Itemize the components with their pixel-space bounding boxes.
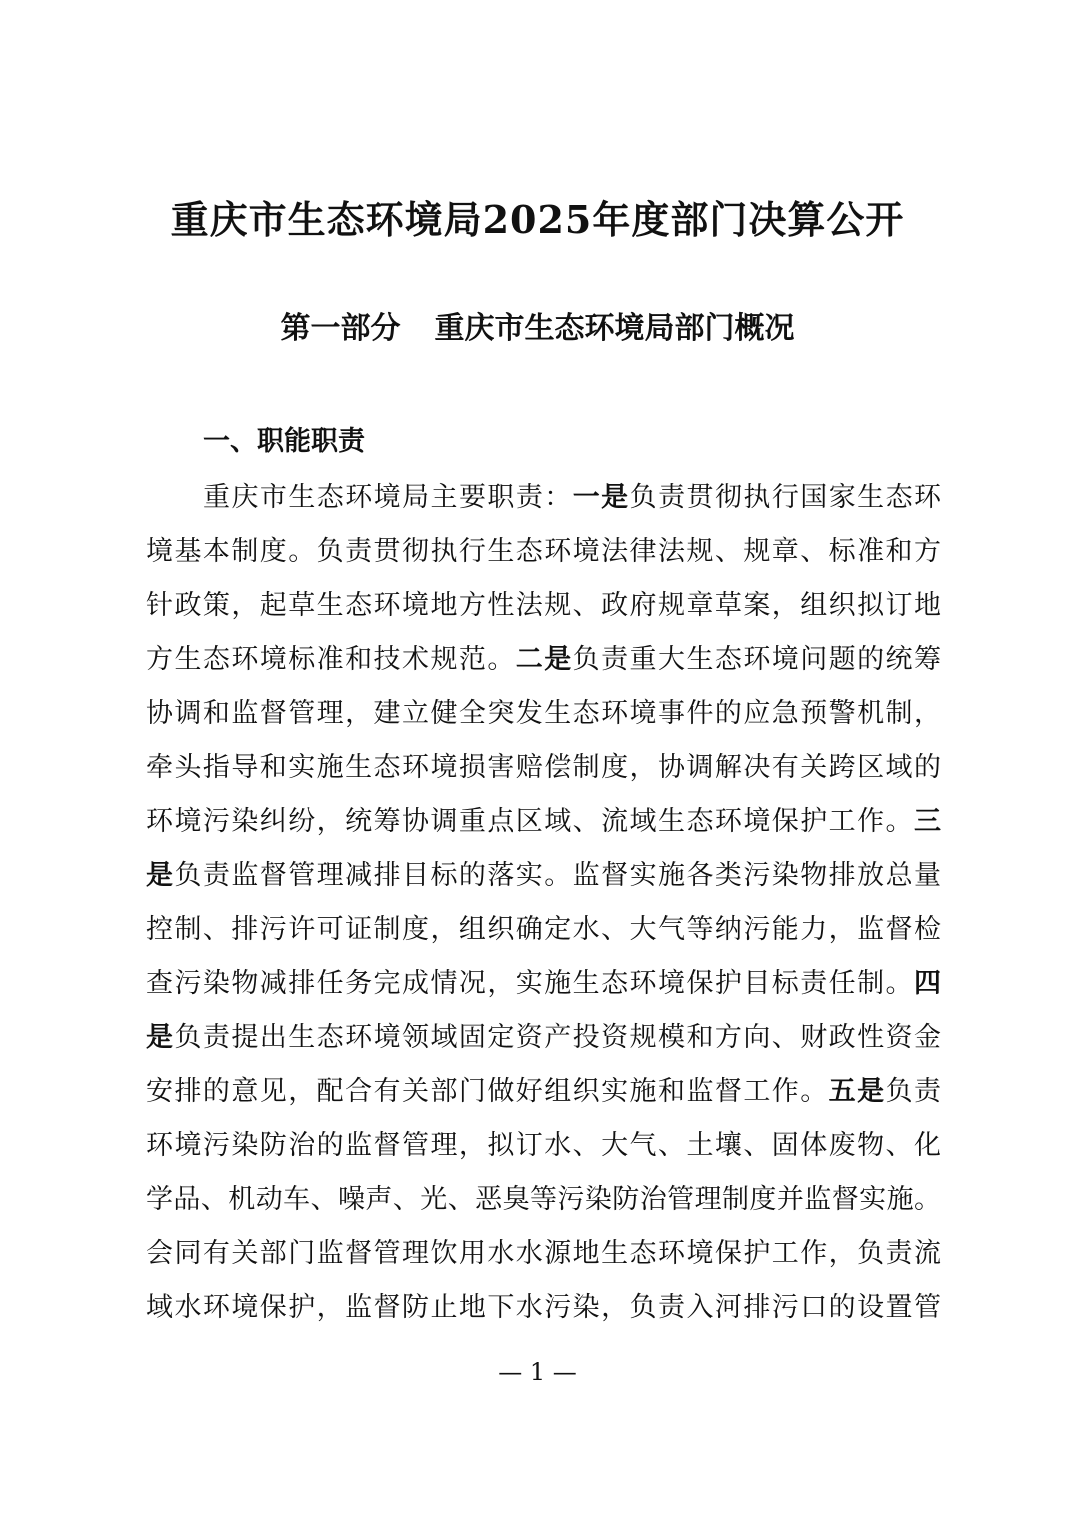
emphasis-text: 是 bbox=[146, 1022, 175, 1053]
paragraph-line bbox=[146, 795, 941, 849]
page-number: — 1 — bbox=[498, 1358, 577, 1386]
paragraph-line bbox=[146, 1173, 941, 1227]
paragraph-line bbox=[146, 849, 941, 903]
line-text: 会同有关部门监督管理饮用水水源地生态环境保护工作，负责流 bbox=[146, 1238, 941, 1269]
paragraph-line bbox=[146, 1065, 941, 1119]
paragraph-line bbox=[146, 741, 941, 795]
line-text: 协调和监督管理，建立健全突发生态环境事件的应急预警机制， bbox=[146, 698, 941, 729]
line-text: 查污染物减排任务完成情况，实施生态环境保护目标责任制。 bbox=[146, 968, 914, 999]
line-text: 负责重大生态环境问题的统筹 bbox=[572, 644, 942, 675]
line-text: 重庆市生态环境局主要职责： bbox=[203, 482, 573, 513]
emphasis-text: 三 bbox=[914, 806, 941, 837]
paragraph-line bbox=[146, 1011, 941, 1065]
paragraph-line bbox=[146, 1281, 941, 1335]
line-text: 负责 bbox=[885, 1076, 942, 1107]
paragraph-line bbox=[146, 579, 941, 633]
paragraph-line bbox=[146, 957, 941, 1011]
paragraph-line bbox=[146, 633, 941, 687]
emphasis-text: 二是 bbox=[515, 644, 573, 675]
paragraph-line bbox=[146, 687, 941, 741]
paragraph-line bbox=[146, 903, 941, 957]
line-text: 学品、机动车、噪声、光、恶臭等污染防治管理制度并监督实施。 bbox=[146, 1184, 941, 1215]
emphasis-text: 四 bbox=[914, 968, 941, 999]
emphasis-text: 是 bbox=[146, 860, 175, 891]
line-text: 针政策，起草生态环境地方性法规、政府规章草案，组织拟订地 bbox=[146, 590, 941, 621]
line-text: 环境污染防治的监督管理，拟订水、大气、土壤、固体废物、化 bbox=[146, 1130, 941, 1161]
paragraph-line bbox=[146, 1227, 941, 1281]
paragraph-line bbox=[146, 525, 941, 579]
line-text: 负责提出生态环境领域固定资产投资规模和方向、财政性资金 bbox=[174, 1022, 942, 1053]
line-text: 控制、排污许可证制度，组织确定水、大气等纳污能力，监督检 bbox=[146, 914, 941, 945]
line-text: 方生态环境标准和技术规范。 bbox=[146, 644, 516, 675]
emphasis-text: 一是 bbox=[572, 482, 630, 513]
line-text: 牵头指导和实施生态环境损害赔偿制度，协调解决有关跨区域的 bbox=[146, 752, 941, 783]
line-text: 负责监督管理减排目标的落实。监督实施各类污染物排放总量 bbox=[174, 860, 942, 891]
section-heading: 一、职能职责 bbox=[203, 426, 365, 457]
part-name: 重庆市生态环境局部门概况 bbox=[434, 311, 795, 346]
document-title: 重庆市生态环境局2025年度部门决算公开 bbox=[170, 197, 905, 242]
line-text: 境基本制度。负责贯彻执行生态环境法律法规、规章、标准和方 bbox=[146, 536, 941, 567]
part-label: 第一部分 bbox=[280, 311, 401, 346]
emphasis-text: 五是 bbox=[828, 1076, 886, 1107]
line-text: 环境污染纠纷，统筹协调重点区域、流域生态环境保护工作。 bbox=[146, 806, 914, 837]
paragraph-line bbox=[146, 471, 941, 525]
line-text: 域水环境保护，监督防止地下水污染，负责入河排污口的设置管 bbox=[146, 1292, 941, 1323]
part-title bbox=[0, 305, 1075, 353]
line-text: 安排的意见，配合有关部门做好组织实施和监督工作。 bbox=[146, 1076, 829, 1107]
body-paragraph bbox=[146, 471, 941, 1335]
paragraph-line bbox=[146, 1119, 941, 1173]
line-text: 负责贯彻执行国家生态环 bbox=[629, 482, 942, 513]
